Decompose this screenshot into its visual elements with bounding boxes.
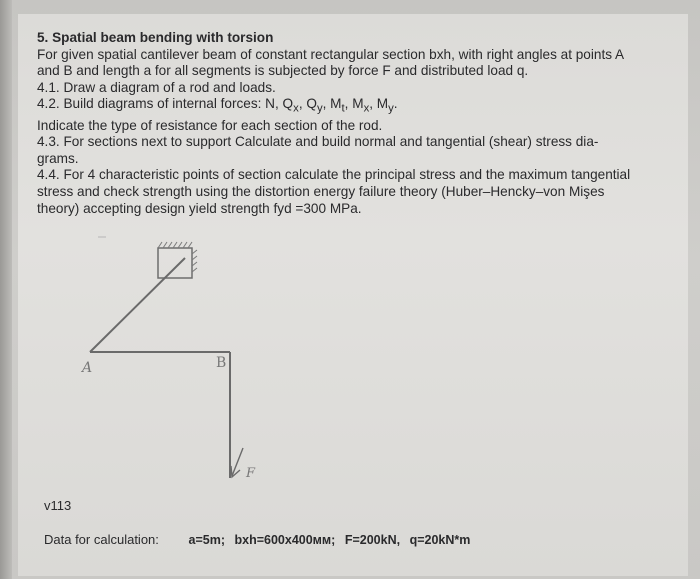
text-line: 4.3. For sections next to support Calculate and build normal and tangential (shear) stress dia- bbox=[37, 134, 599, 150]
label-force-f: F bbox=[246, 466, 256, 481]
text-fragment: , M bbox=[322, 96, 342, 112]
fixed-support bbox=[158, 248, 192, 278]
data-values bbox=[189, 533, 477, 547]
data-label: Data for calculation: bbox=[44, 532, 159, 547]
value-a: a=5m; bbox=[188, 533, 226, 547]
beam-segment-1 bbox=[90, 258, 185, 352]
variant-code: v113 bbox=[44, 498, 72, 513]
problem-title: 5. Spatial beam bending with torsion bbox=[37, 30, 274, 45]
data-for-calculation bbox=[44, 532, 476, 547]
subscript: t bbox=[341, 103, 345, 116]
label-point-b: B bbox=[216, 355, 227, 371]
value-bxh: bxh=600x400мм; bbox=[234, 533, 336, 547]
text-fragment: , M bbox=[369, 96, 389, 112]
text-line: Indicate the type of resistance for each section of the rod. bbox=[37, 117, 383, 133]
text-fragment: . bbox=[393, 96, 398, 112]
support-hatching bbox=[158, 242, 197, 272]
text-line: and B and length a for all segments is subjected by force F and distributed load q. bbox=[37, 63, 529, 79]
text-fragment: 4.2. Build diagrams of internal forces: N, Q bbox=[37, 96, 294, 112]
force-arrow bbox=[231, 448, 243, 477]
text-line: grams. bbox=[37, 150, 79, 166]
text-line: 4.4. For 4 characteristic points of section calculate the principal stress and the maximum tangential bbox=[37, 167, 631, 183]
label-point-a: A bbox=[82, 360, 93, 376]
text-fragment: , Q bbox=[298, 96, 317, 112]
subscript: x bbox=[293, 103, 299, 116]
value-f: F=200kN, bbox=[344, 533, 401, 547]
subscript: x bbox=[363, 103, 370, 116]
text-line: For given spatial cantilever beam of constant rectangular section bxh, with right angles at points A bbox=[37, 46, 625, 62]
subscript: y bbox=[388, 103, 394, 116]
text-fragment: , M bbox=[344, 96, 364, 112]
text-line: stress and check strength using the distortion energy failure theory (Huber–Hencky–von Mişes bbox=[37, 184, 605, 200]
text-line: theory) accepting design yield strength fyd =300 MPa. bbox=[37, 200, 362, 216]
subscript: y bbox=[316, 103, 323, 116]
text-line: 4.1. Draw a diagram of a rod and loads. bbox=[37, 79, 276, 95]
value-q: q=20kN*m bbox=[409, 533, 471, 547]
